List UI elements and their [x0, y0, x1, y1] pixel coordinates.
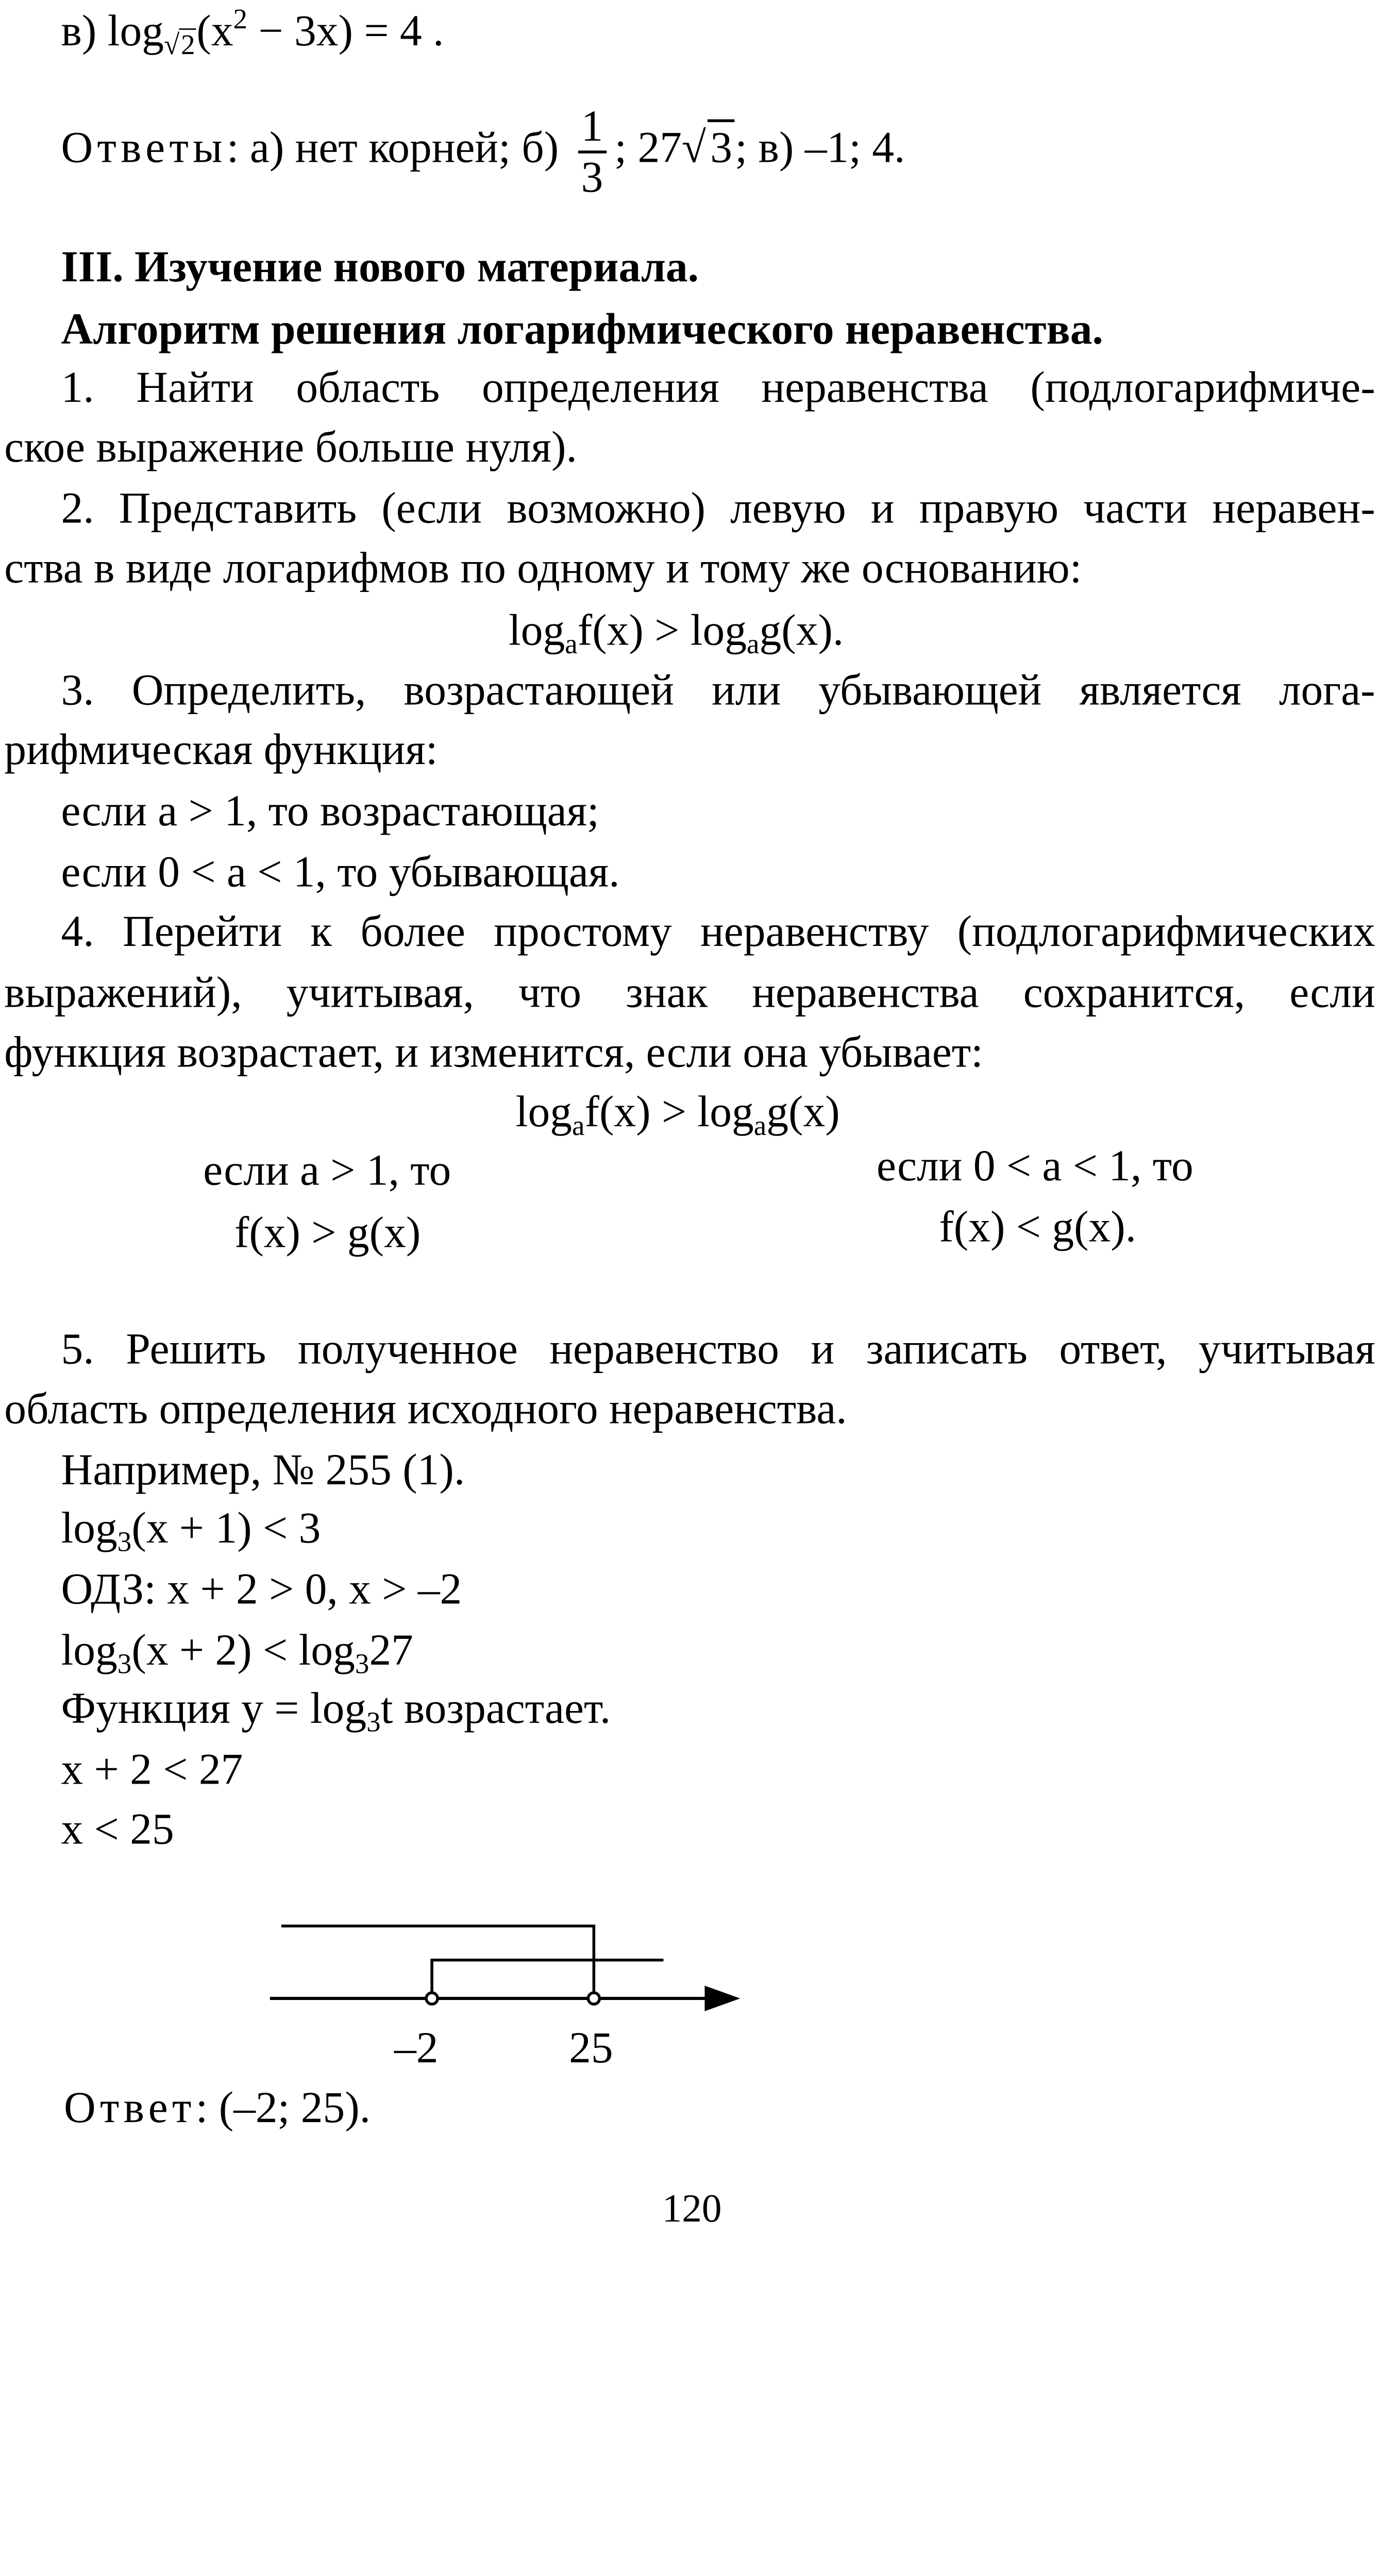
label-25: 25	[569, 2024, 613, 2073]
label-minus-2: –2	[394, 2024, 439, 2073]
log-word: log	[298, 1624, 355, 1675]
step3-line2: рифмическая функция:	[4, 724, 438, 774]
log-base: a	[747, 629, 760, 660]
step4-right-condition: если 0 < a < 1, то	[877, 1140, 1193, 1191]
algorithm-title: Алгоритм решения логарифмического неравенства.	[61, 303, 1103, 354]
page-number: 120	[662, 2187, 722, 2232]
inequality-rest: (x + 1) < 3	[131, 1502, 321, 1553]
root-value: 2	[179, 28, 196, 61]
log-base: a	[571, 1110, 585, 1142]
final-answer	[64, 2082, 371, 2133]
log-word: log	[61, 1502, 117, 1553]
argument-open: (x	[196, 6, 233, 56]
axis-arrow	[704, 1986, 740, 2011]
answer-a: : а) нет корней; б)	[226, 122, 570, 172]
log-base: a	[565, 629, 578, 660]
log-word: log	[310, 1683, 367, 1733]
step4-right-result: f(x) < g(x).	[939, 1201, 1137, 1251]
step5-line1: 5. Решить полученное неравенство и записать ответ, учитывая	[61, 1324, 1375, 1374]
step3-case2: если 0 < a < 1, то убывающая.	[61, 846, 620, 896]
step4-line1: 4. Перейти к более простому неравенству (подлогарифмических	[61, 906, 1375, 956]
log-base: 3	[117, 1527, 132, 1558]
function-prefix: Функция y =	[61, 1683, 310, 1733]
log-word: log	[508, 605, 565, 655]
section-title: III. Изучение нового материала.	[61, 241, 699, 292]
point-minus-2	[426, 1993, 438, 2004]
log-word: log	[697, 1087, 754, 1137]
task-label: в)	[61, 6, 97, 56]
root-value: 3	[708, 120, 735, 172]
step3-case1: если a > 1, то возрастающая;	[61, 785, 599, 836]
answer-value: : (–2; 25).	[195, 2082, 371, 2132]
example-line6: x < 25	[61, 1804, 174, 1854]
log-word: log	[61, 1624, 117, 1675]
formula-right: g(x).	[759, 605, 844, 655]
example-title: Например, № 255 (1).	[61, 1444, 465, 1495]
log-base: 3	[366, 1707, 381, 1739]
root-sign: √	[163, 29, 180, 61]
formula-right: g(x)	[766, 1087, 840, 1137]
answers-label: Ответы	[61, 122, 227, 172]
answer-label: Ответ	[64, 2082, 196, 2132]
answer-b-mid: ; 27	[614, 122, 682, 172]
exponent: 2	[233, 4, 248, 36]
example-line2-domain: ОДЗ: x + 2 > 0, x > –2	[61, 1564, 462, 1614]
step2-line1: 2. Представить (если возможно) левую и правую части неравен-	[61, 483, 1375, 533]
step4-line3: функция возрастает, и изменится, если она убывает:	[4, 1027, 983, 1077]
step4-line2: выражений), учитывая, что знак неравенства сохранится, если	[4, 967, 1375, 1017]
fraction-denominator: 3	[581, 151, 603, 202]
log-base: 3	[355, 1649, 369, 1681]
inequality-mid: (x + 2) <	[131, 1624, 299, 1675]
function-rest: t возрастает.	[380, 1683, 611, 1733]
log-base: a	[753, 1110, 767, 1142]
bracket-greater-than-minus-2	[432, 1960, 663, 1998]
log-base: 3	[117, 1649, 132, 1681]
inequality-rest: 27	[369, 1624, 413, 1675]
log-word: log	[515, 1087, 572, 1137]
step2-line2: ства в виде логарифмов по одному и тому же основанию:	[4, 543, 1082, 592]
fraction-numerator: 1	[578, 102, 606, 153]
step1-line1: 1. Найти область определения неравенства (подлогарифмиче-	[61, 362, 1375, 412]
formula-left: f(x) >	[577, 605, 691, 655]
step5-line2: область определения исходного неравенства.	[4, 1383, 847, 1433]
log-word: log	[107, 6, 164, 56]
point-25	[588, 1993, 599, 2004]
example-line5: x + 2 < 27	[61, 1744, 243, 1794]
step4-left-result: f(x) > g(x)	[234, 1207, 421, 1257]
root-sign: √	[682, 122, 706, 172]
step1-line2: ское выражение больше нуля).	[4, 421, 577, 472]
step4-left-condition: если a > 1, то	[203, 1145, 451, 1195]
formula-left: f(x) >	[584, 1087, 698, 1137]
argument-close: − 3x) = 4 .	[247, 6, 444, 56]
log-word: log	[690, 605, 747, 655]
step3-line1: 3. Определить, возрастающей или убывающей является лога-	[61, 665, 1375, 715]
answer-c: ; в) –1; 4.	[735, 122, 905, 172]
bracket-less-than-25	[281, 1926, 594, 1998]
